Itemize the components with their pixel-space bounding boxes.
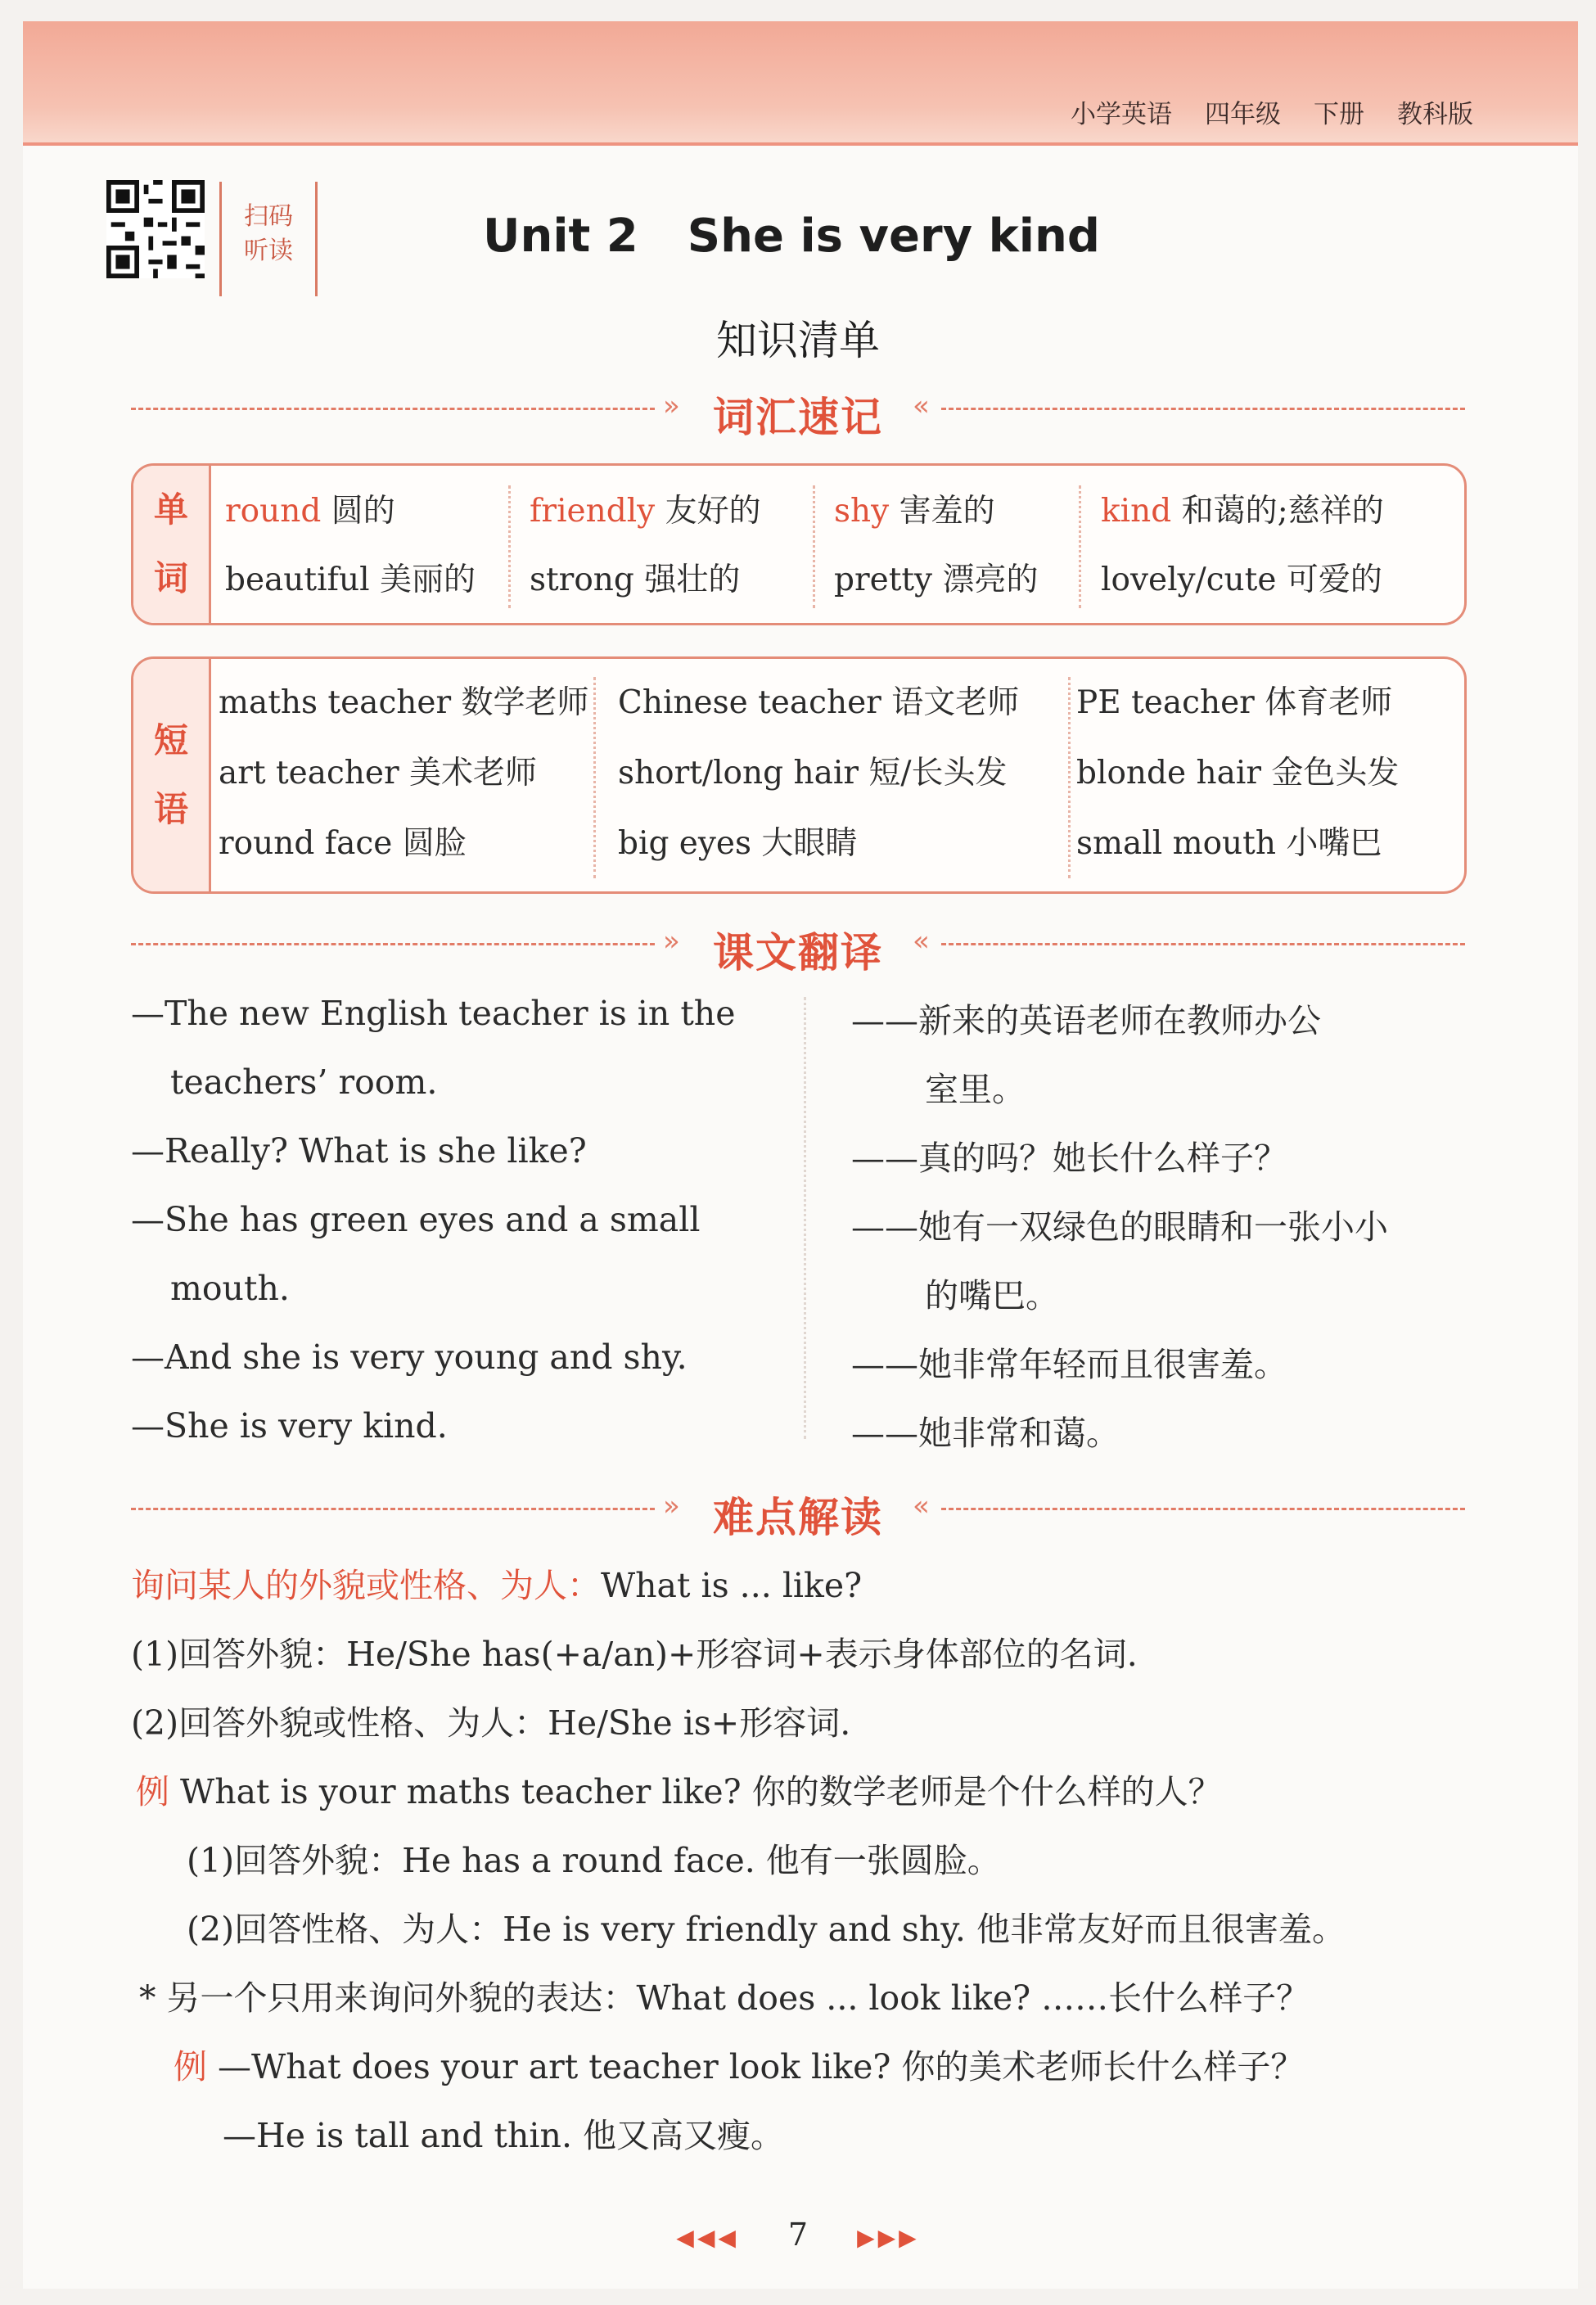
phrase-item: PE teacher 体育老师 — [1076, 684, 1393, 721]
example-answer: —He is tall and thin. 他又高又瘦。 — [223, 2116, 785, 2155]
section-difficulty-header — [131, 1485, 1465, 1541]
word-en: shy — [834, 493, 890, 530]
phrase-item: art teacher 美术老师 — [219, 755, 538, 792]
example-line — [136, 1765, 1222, 1813]
dialogue-line-zh: ——她有一双绿色的眼睛和一张小小 — [851, 1207, 1388, 1247]
dialogue-line-zh: ——真的吗？她长什么样子？ — [851, 1139, 1287, 1178]
word-item — [530, 554, 740, 600]
word-item — [834, 554, 1039, 600]
unit-name: She is very kind — [687, 210, 1100, 263]
word-en: kind — [1101, 493, 1172, 530]
divider — [941, 943, 1465, 945]
word-zh: 友好的 — [665, 493, 761, 530]
scan-label-line1: 扫码 — [244, 202, 293, 231]
dialogue-line-zh: ——她非常和蔼。 — [851, 1414, 1120, 1453]
next-arrows-icon: ▶▶▶ — [857, 2224, 920, 2251]
word-zh: 害羞的 — [899, 493, 995, 530]
series-grade: 四年级 — [1205, 100, 1281, 129]
example-text: What is your maths teacher like? 你的数学老师是个什么样的人？ — [180, 1772, 1222, 1811]
divider — [813, 485, 815, 608]
word-en: round — [225, 493, 322, 530]
word-en: pretty — [834, 562, 933, 598]
word-en: strong — [530, 562, 634, 598]
side-char: 词 — [153, 558, 188, 598]
scan-label-line2: 听读 — [244, 237, 293, 265]
word-zh: 强壮的 — [644, 562, 741, 598]
example-line — [174, 2040, 1304, 2088]
word-item — [1101, 485, 1384, 531]
double-chevron-left-icon: « — [913, 925, 930, 958]
dialogue-line-en: —She is very kind. — [131, 1406, 448, 1446]
double-chevron-right-icon: » — [663, 925, 680, 958]
side-char: 短 — [153, 720, 188, 760]
double-chevron-left-icon: « — [913, 390, 930, 422]
divider — [593, 677, 596, 878]
example-answer: (2)回答性格、为人：He is very friendly and shy. 他非常友好而且很害羞。 — [187, 1910, 1346, 1949]
word-item — [834, 485, 995, 531]
header-divider — [23, 142, 1578, 146]
section-vocab-header — [131, 385, 1465, 441]
side-char: 语 — [153, 789, 188, 829]
notes-line: (2)回答外貌或性格、为人：He/She is+形容词. — [131, 1703, 851, 1743]
section-title: 难点解读 — [713, 1494, 883, 1541]
section-title: 课文翻译 — [713, 929, 883, 977]
words-box — [131, 463, 1467, 625]
phrase-item: blonde hair 金色头发 — [1076, 755, 1400, 792]
phrase-item: big eyes 大眼睛 — [618, 825, 858, 862]
side-char: 单 — [153, 489, 188, 530]
phrase-item: maths teacher 数学老师 — [219, 684, 589, 721]
unit-number: Unit 2 — [483, 210, 638, 263]
dialogue-line-zh: 室里。 — [925, 1070, 1026, 1109]
series-volume: 下册 — [1314, 100, 1364, 129]
word-item — [225, 554, 476, 600]
divider — [1068, 677, 1071, 878]
divider — [941, 1508, 1465, 1510]
word-zh: 圆的 — [331, 493, 395, 530]
unit-title — [483, 210, 1100, 263]
divider — [508, 485, 511, 608]
phrases-side-label — [133, 659, 211, 891]
dialogue-line-en: —Really? What is she like? — [131, 1131, 587, 1171]
prev-arrows-icon: ◀◀◀ — [676, 2224, 739, 2251]
dialogue-line-en: —She has green eyes and a small — [131, 1200, 701, 1239]
series-publisher: 教科版 — [1397, 100, 1473, 129]
series-info — [1071, 93, 1473, 130]
example-mark: 例 — [136, 1772, 169, 1811]
phrase-item: Chinese teacher 语文老师 — [618, 684, 1020, 721]
divider — [1079, 485, 1081, 608]
page-footer — [0, 2217, 1596, 2253]
scan-listen-label — [219, 182, 318, 296]
phrase-item: small mouth 小嘴巴 — [1076, 825, 1382, 862]
word-item — [530, 485, 761, 531]
words-side-label — [133, 466, 211, 623]
phrase-item: round face 圆脸 — [219, 825, 467, 862]
dialogue-line-en: teachers’ room. — [170, 1062, 438, 1102]
word-zh: 美丽的 — [380, 562, 476, 598]
word-en: lovely/cute — [1101, 562, 1277, 598]
notes-heading-en: What is ... like? — [601, 1566, 863, 1605]
section-translation-header — [131, 920, 1465, 977]
example-answer: (1)回答外貌：He has a round face. 他有一张圆脸。 — [187, 1841, 1001, 1880]
double-chevron-right-icon: » — [663, 1490, 680, 1522]
page-number: 7 — [787, 2217, 809, 2253]
word-en: friendly — [530, 493, 656, 530]
series-subject: 小学英语 — [1071, 100, 1172, 129]
column-divider — [804, 997, 806, 1439]
section-title: 词汇速记 — [713, 394, 883, 441]
example-mark: 例 — [174, 2047, 207, 2086]
notes-heading — [131, 1558, 862, 1607]
dialogue-line-zh: ——新来的英语老师在教师办公 — [851, 1001, 1321, 1040]
dialogue-line-zh: 的嘴巴。 — [925, 1276, 1059, 1315]
dialogue-line-en: —And she is very young and shy. — [131, 1337, 688, 1377]
notes-heading-zh: 询问某人的外貌或性格、为人： — [131, 1566, 601, 1605]
dialogue-line-en: mouth. — [170, 1269, 290, 1308]
divider — [941, 408, 1465, 410]
word-zh: 漂亮的 — [942, 562, 1039, 598]
word-zh: 和蔼的;慈祥的 — [1181, 493, 1384, 530]
dialogue-line-en: —The new English teacher is in the — [131, 994, 736, 1033]
double-chevron-left-icon: « — [913, 1490, 930, 1522]
dialogue-line-zh: ——她非常年轻而且很害羞。 — [851, 1345, 1287, 1384]
notes-line: (1)回答外貌：He/She has(+a/an)+形容词+表示身体部位的名词. — [131, 1635, 1138, 1674]
example-text: —What does your art teacher look like? 你的美术老师长什么样子？ — [218, 2047, 1305, 2086]
word-item — [225, 485, 395, 531]
page-subtitle: 知识清单 — [716, 317, 880, 364]
phrases-box — [131, 656, 1467, 894]
phrase-item: short/long hair 短/长头发 — [618, 755, 1008, 792]
qr-code-icon[interactable] — [106, 180, 205, 278]
notes-extra: * 另一个只用来询问外貌的表达：What does ... look like? ……长什么样子？ — [139, 1978, 1310, 2018]
word-item — [1101, 554, 1382, 600]
word-zh: 可爱的 — [1286, 562, 1382, 598]
word-en: beautiful — [225, 562, 370, 598]
double-chevron-right-icon: » — [663, 390, 680, 422]
